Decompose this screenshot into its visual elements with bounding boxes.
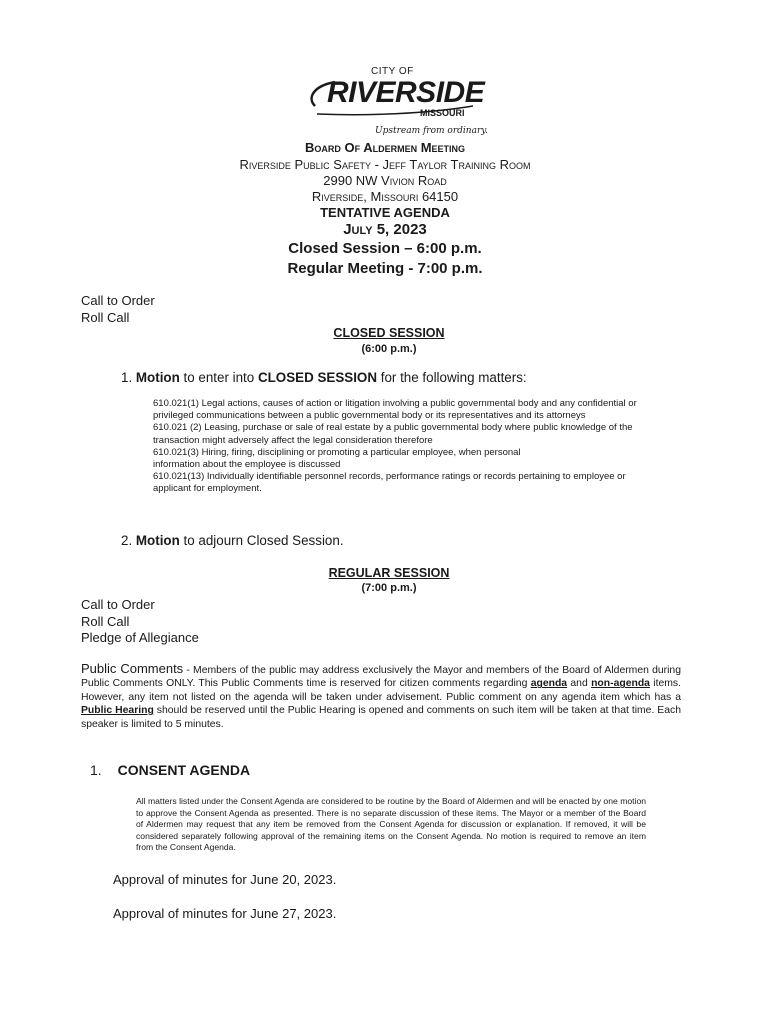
item-number: 1. — [121, 370, 133, 385]
pledge-of-allegiance: Pledge of Allegiance — [81, 630, 199, 645]
logo-name: RIVERSIDE — [327, 76, 485, 109]
meeting-date: July 5, 2023 — [343, 221, 427, 238]
logo-city-of: CITY OF — [371, 66, 414, 77]
closed-item-2: 2. Motion to adjourn Closed Session. — [121, 533, 344, 548]
public-hearing-emphasis: Public Hearing — [81, 705, 154, 717]
matter-610-021-2: 610.021 (2) Leasing, purchase or sale of real estate by a public governmental body where public knowledge of the transaction might adversely affect the legal consideration therefore — [153, 422, 633, 446]
consent-agenda-heading — [90, 762, 250, 778]
address-line-1: 2990 NW Vivion Road — [323, 173, 447, 188]
closed-matters-list — [153, 398, 663, 496]
public-comments-label: Public Comments — [81, 661, 184, 676]
agenda-type: TENTATIVE AGENDA — [320, 205, 450, 220]
city-logo — [305, 62, 488, 136]
address-line-2: Riverside, Missouri 64150 — [311, 189, 459, 204]
regular-session-time-label: (7:00 p.m.) — [361, 582, 417, 594]
closed-item-1: 1. Motion to enter into CLOSED SESSION for the following matters: — [121, 370, 527, 385]
regular-call-to-order: Call to Order — [81, 597, 155, 612]
roll-call: Roll Call — [81, 310, 130, 325]
board-meeting-title: Board Of Aldermen Meeting — [304, 140, 466, 155]
matter-610-021-1: 610.021(1) Legal actions, causes of action or litigation involving a public governmental body and any confidential or privileged communications between a public governmental body or its representatives and its attorneys — [153, 398, 637, 422]
matter-610-021-3: 610.021(3) Hiring, firing, disciplining or promoting a particular employee, when personal information about the employee is discussed — [153, 446, 521, 471]
agenda-emphasis: agenda — [530, 678, 568, 690]
consent-description: All matters listed under the Consent Agenda are considered to be routine by the Board of Aldermen and will be enacted by one motion to approve the Consent Agenda as presented. There is no separate discussion of these items. The Mayor or a member of the Board of Aldermen may request that any item be removed from the Consent Agenda for discussion or explanation. If removed, it will be considered separately following approval of the remaining items on the Consent Agenda. No motion is required to remove an item from the Consent Agenda. — [136, 796, 646, 853]
call-to-order: Call to Order — [81, 293, 155, 308]
non-agenda-emphasis: non-agenda — [591, 678, 650, 690]
consent-title: CONSENT AGENDA — [117, 762, 251, 778]
closed-session-time-label: (6:00 p.m.) — [361, 343, 417, 355]
matter-610-021-13: 610.021(13) Individually identifiable personnel records, performance ratings or records pertaining to employee or applicant for employment. — [153, 471, 626, 495]
logo-state: MISSOURI — [420, 108, 465, 118]
public-comments-paragraph: Public Comments - Members of the public may address exclusively the Mayor and members of the Board of Aldermen during Public Comments ONLY. This Public Comments time is reserved for citizen comments regarding agenda and non-agenda items. However, any item not listed on the agenda will be taken under advisement. Public comment on any agenda item which has a Public Hearing should be reserved until the Public Hearing is opened and comments on such item will be taken at that time. Each speaker is limited to 5 minutes. — [81, 661, 681, 730]
logo-tagline: Upstream from ordinary. — [375, 126, 488, 136]
consent-item-minutes-june-27: Approval of minutes for June 27, 2023. — [113, 906, 337, 921]
item-number: 2. — [121, 533, 133, 548]
motion-label: Motion — [135, 370, 180, 385]
closed-session-time: Closed Session – 6:00 p.m. — [288, 240, 482, 257]
regular-meeting-time: Regular Meeting - 7:00 p.m. — [287, 260, 483, 277]
closed-session-heading: CLOSED SESSION — [333, 326, 445, 340]
consent-number: 1. — [90, 762, 102, 778]
motion-label: Motion — [135, 533, 180, 548]
regular-roll-call: Roll Call — [81, 614, 130, 629]
meeting-location: Riverside Public Safety - Jeff Taylor Training Room — [239, 157, 531, 172]
regular-session-heading: REGULAR SESSION — [328, 566, 450, 580]
consent-item-minutes-june-20: Approval of minutes for June 20, 2023. — [113, 872, 337, 887]
closed-session-keyword: CLOSED SESSION — [257, 370, 378, 385]
